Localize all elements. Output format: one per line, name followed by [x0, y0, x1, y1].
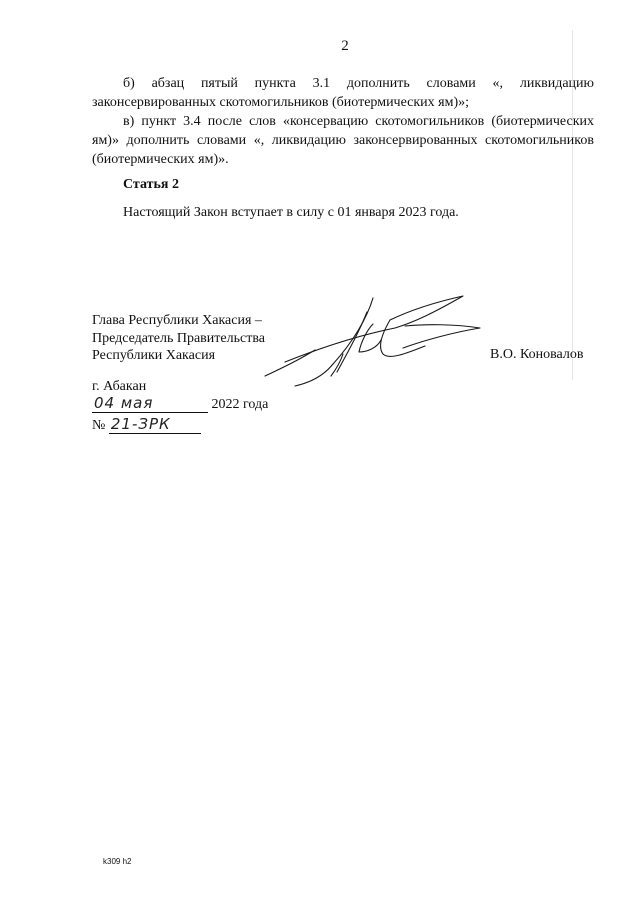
number-sign: №	[92, 418, 106, 433]
article-text: Настоящий Закон вступает в силу с 01 января 2023 года.	[123, 205, 459, 220]
article-title: Статья 2	[123, 177, 179, 192]
handwritten-date: 04 мая	[94, 394, 154, 412]
place-of-signing: г. Абакан	[92, 379, 147, 394]
signatory-line-1: Глава Республики Хакасия –	[92, 313, 262, 328]
signatory-title	[92, 312, 265, 365]
footer-code: k309 h2	[103, 857, 132, 866]
signing-date	[92, 396, 268, 413]
signatory-line-2: Председатель Правительства	[92, 330, 265, 346]
amendment-text	[92, 74, 594, 169]
handwritten-number: 21-ЗРК	[110, 415, 171, 433]
signatory-line-3: Республики Хакасия	[92, 348, 216, 363]
handwritten-signature	[255, 290, 485, 390]
date-year: 2022 года	[211, 397, 269, 412]
number-field	[109, 417, 201, 434]
signatory-name: В.О. Коновалов	[490, 347, 584, 362]
date-field	[92, 396, 208, 413]
page-number: 2	[341, 38, 349, 54]
paragraph-b: б) абзац пятый пункта 3.1 дополнить словами «, ликвидацию законсервированных скотомогильников (биотермических ям)»;	[92, 76, 594, 110]
paragraph-v: в) пункт 3.4 после слов «консервацию скотомогильников (биотермических ям)» дополнить словами «, ликвидацию законсервированных скотомогильников (биотермических ям)».	[92, 114, 594, 167]
law-number	[92, 417, 201, 434]
